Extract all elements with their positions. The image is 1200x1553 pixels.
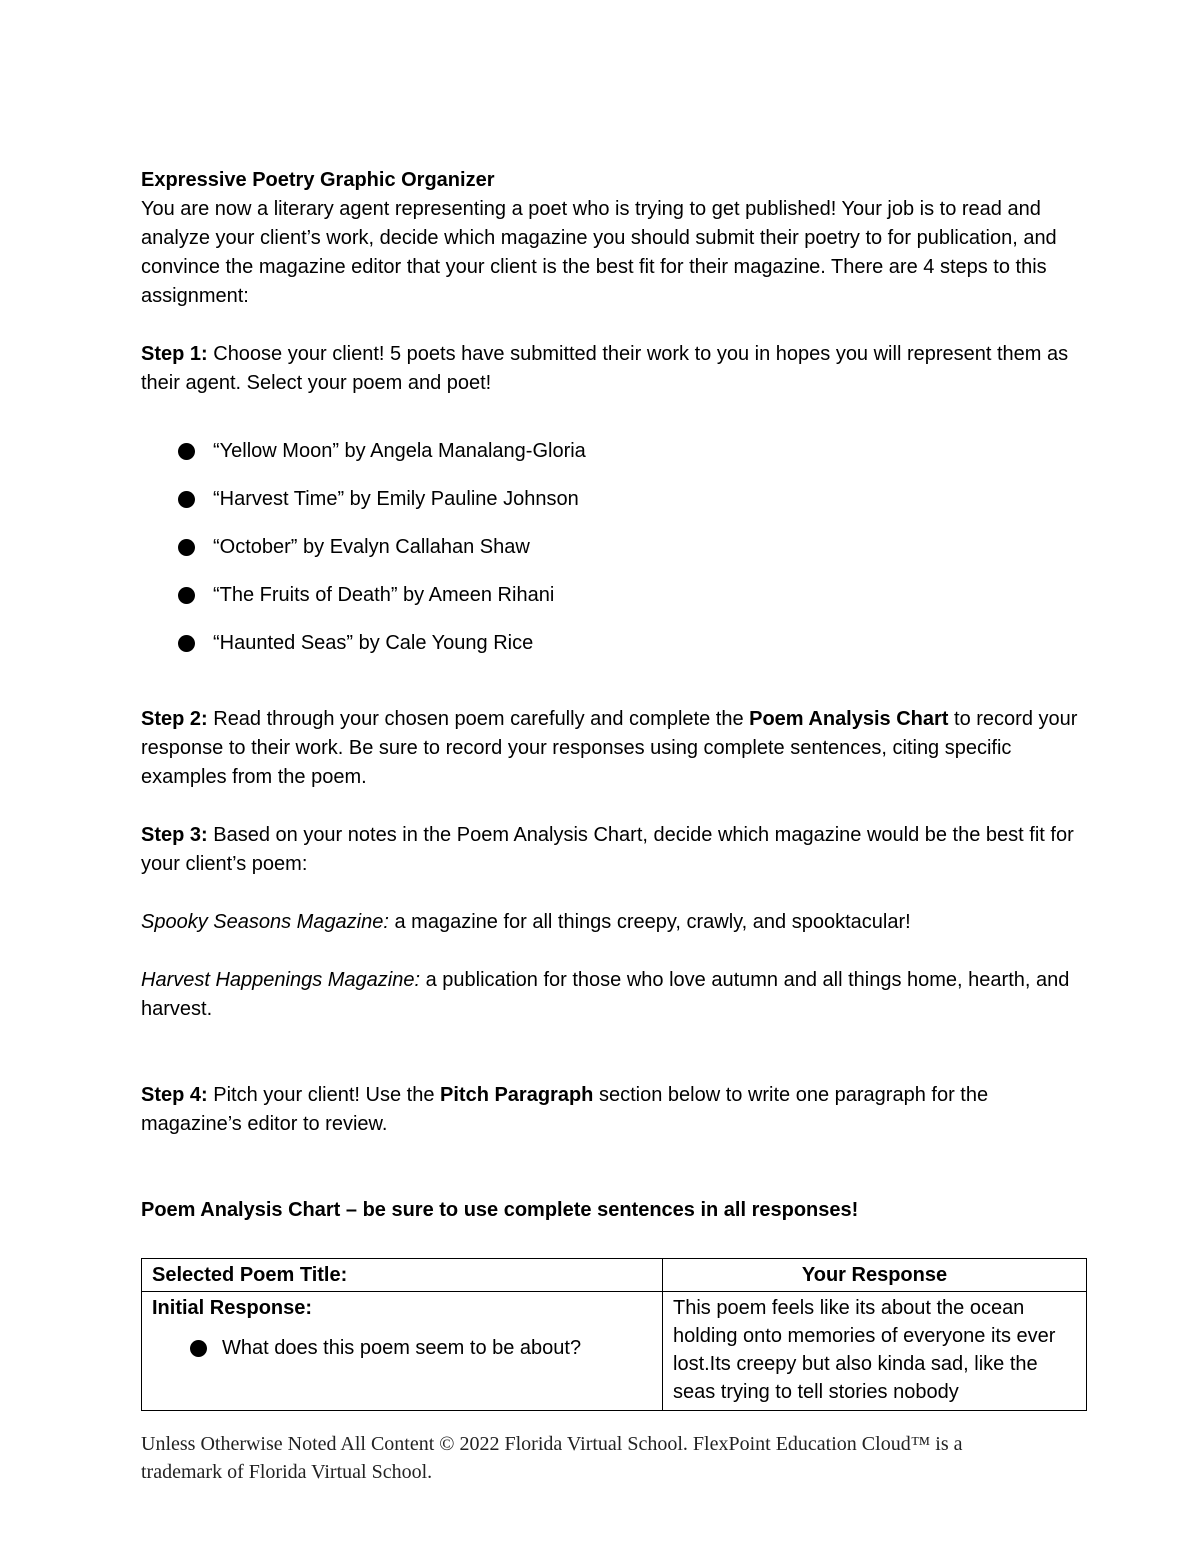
bullet-icon	[178, 443, 195, 460]
step-3: Step 3: Based on your notes in the Poem Analysis Chart, decide which magazine would be the best fit for your client’s poem:	[141, 824, 1074, 875]
step-3-label: Step 3:	[141, 824, 208, 846]
selected-poem-title-header: Selected Poem Title:	[142, 1259, 663, 1292]
response-text[interactable]: This poem feels like its about the ocean holding onto memories of everyone its ever lost.Its creepy but also kinda sad, like the seas trying to tell stories nobody	[673, 1297, 1056, 1403]
chart-heading: Poem Analysis Chart – be sure to use complete sentences in all responses!	[141, 1199, 859, 1221]
your-response-header: Your Response	[663, 1259, 1087, 1292]
step-1-text: Choose your client! 5 poets have submitted their work to you in hopes you will represent them as their agent. Select your poem and poet!	[141, 343, 1069, 394]
step-4-label: Step 4:	[141, 1084, 208, 1106]
bullet-icon	[178, 539, 195, 556]
poem-analysis-chart-ref: Poem Analysis Chart	[749, 708, 949, 730]
poem-list	[141, 427, 1091, 667]
table-header-row	[142, 1259, 1087, 1292]
poem-list-item: “Haunted Seas” by Cale Young Rice	[141, 619, 1091, 667]
intro-paragraph: You are now a literary agent representing a poet who is trying to get published! Your job is to read and analyze your client’s work, decide which magazine you should submit their poetry to for publication, and convince the magazine editor that your client is the best fit for their magazine. There are 4 steps to this assignment:	[141, 198, 1057, 307]
document-title: Expressive Poetry Graphic Organizer	[141, 169, 495, 191]
bullet-icon	[190, 1340, 207, 1357]
step-4: Step 4: Pitch your client! Use the Pitch Paragraph section below to write one paragraph for the magazine’s editor to review.	[141, 1084, 989, 1135]
poem-list-item: “Yellow Moon” by Angela Manalang-Gloria	[141, 427, 1091, 475]
copyright-footer: Unless Otherwise Noted All Content © 2022 Florida Virtual School. FlexPoint Education Cloud™ is a trademark of Florida Virtual School.	[141, 1433, 963, 1483]
document-body	[141, 166, 1091, 1225]
bullet-icon	[178, 635, 195, 652]
magazine-spooky: Spooky Seasons Magazine: a magazine for all things creepy, crawly, and spooktacular!	[141, 911, 911, 933]
step-1-label: Step 1:	[141, 343, 208, 365]
initial-response-label: Initial Response:	[152, 1297, 313, 1319]
response-cell[interactable]	[663, 1292, 1087, 1411]
table-row	[142, 1292, 1087, 1411]
bullet-icon	[178, 491, 195, 508]
poem-analysis-table	[141, 1258, 1087, 1411]
question-item: What does this poem seem to be about?	[152, 1334, 652, 1362]
step-1	[141, 340, 1091, 398]
poem-list-item: “October” by Evalyn Callahan Shaw	[141, 523, 1091, 571]
pitch-paragraph-ref: Pitch Paragraph	[440, 1084, 594, 1106]
step-2: Step 2: Read through your chosen poem carefully and complete the Poem Analysis Chart to record your response to their work. Be sure to record your responses using complete sentences, citing specific examples from the poem.	[141, 708, 1078, 788]
bullet-icon	[178, 587, 195, 604]
magazine-name: Spooky Seasons Magazine:	[141, 911, 389, 933]
poem-list-item: “Harvest Time” by Emily Pauline Johnson	[141, 475, 1091, 523]
step-2-label: Step 2:	[141, 708, 208, 730]
initial-response-cell	[142, 1292, 663, 1411]
magazine-harvest: Harvest Happenings Magazine: a publication for those who love autumn and all things home, hearth, and harvest.	[141, 969, 1070, 1020]
poem-list-item: “The Fruits of Death” by Ameen Rihani	[141, 571, 1091, 619]
magazine-name: Harvest Happenings Magazine:	[141, 969, 421, 991]
